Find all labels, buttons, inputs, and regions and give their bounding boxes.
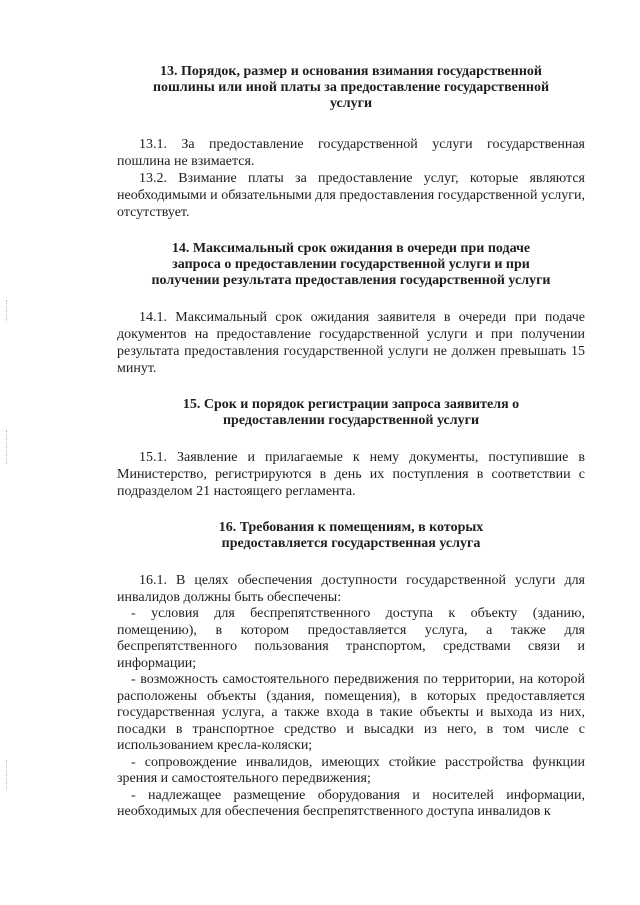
list-item: - возможность самостоятельного передвижения по территории, на которой расположены объекты (здания, помещения), в которых предоставляется государственная услуга, а также входа в такие объекты и выхода из них, посадки в транспортное средство и высадки из него, в том числе с использованием кресла-коляски; [117,672,585,753]
list-item: - условия для беспрепятственного доступа к объекту (зданию, помещению), в котором предоставляется услуга, а также для беспрепятственного пользования транспортом, средствами связи и информации; [117,606,585,671]
section-15-heading: 15. Срок и порядок регистрации запроса заявителя о предоставлении государственной услуги [182,397,520,428]
list-item: - надлежащее размещение оборудования и носителей информации, необходимых для обеспечения беспрепятственного доступа инвалидов к [117,787,585,819]
section-16-heading: 16. Требования к помещениям, в которых предоставляется государственная услуга [218,520,484,551]
paragraph-13-1: 13.1. За предоставление государственной услуги государственная пошлина не взимается. [117,137,585,169]
paragraph-14-1: 14.1. Максимальный срок ожидания заявителя в очереди при подаче документов на предоставление государственной услуги и при получении результата предоставления государственной услуги не должен превышать 15 минут. [117,310,585,376]
section-13-heading: 13. Порядок, размер и основания взимания государственной пошлины или иной платы за предоставление государственной услуги [152,64,550,111]
list-item: - сопровождение инвалидов, имеющих стойкие расстройства функции зрения и самостоятельного передвижения; [117,754,585,786]
scan-margin-mark [6,300,8,322]
paragraph-16-1: 16.1. В целях обеспечения доступности государственной услуги для инвалидов должны быть обеспечены: [117,573,585,605]
section-14-heading: 14. Максимальный срок ожидания в очереди при подаче запроса о предоставлении государственной услуги и при получении результата предоставления государственной услуги [151,241,551,288]
document-body [117,64,585,821]
paragraph-15-1: 15.1. Заявление и прилагаемые к нему документы, поступившие в Министерство, регистрируются в день их поступления в соответствии с подразделом 21 настоящего регламента. [117,450,585,499]
scan-margin-mark [6,760,8,790]
paragraph-13-2: 13.2. Взимание платы за предоставление услуг, которые являются необходимыми и обязательными для предоставления государственной услуги, отсутствует. [117,171,585,220]
scan-margin-mark [6,430,8,464]
